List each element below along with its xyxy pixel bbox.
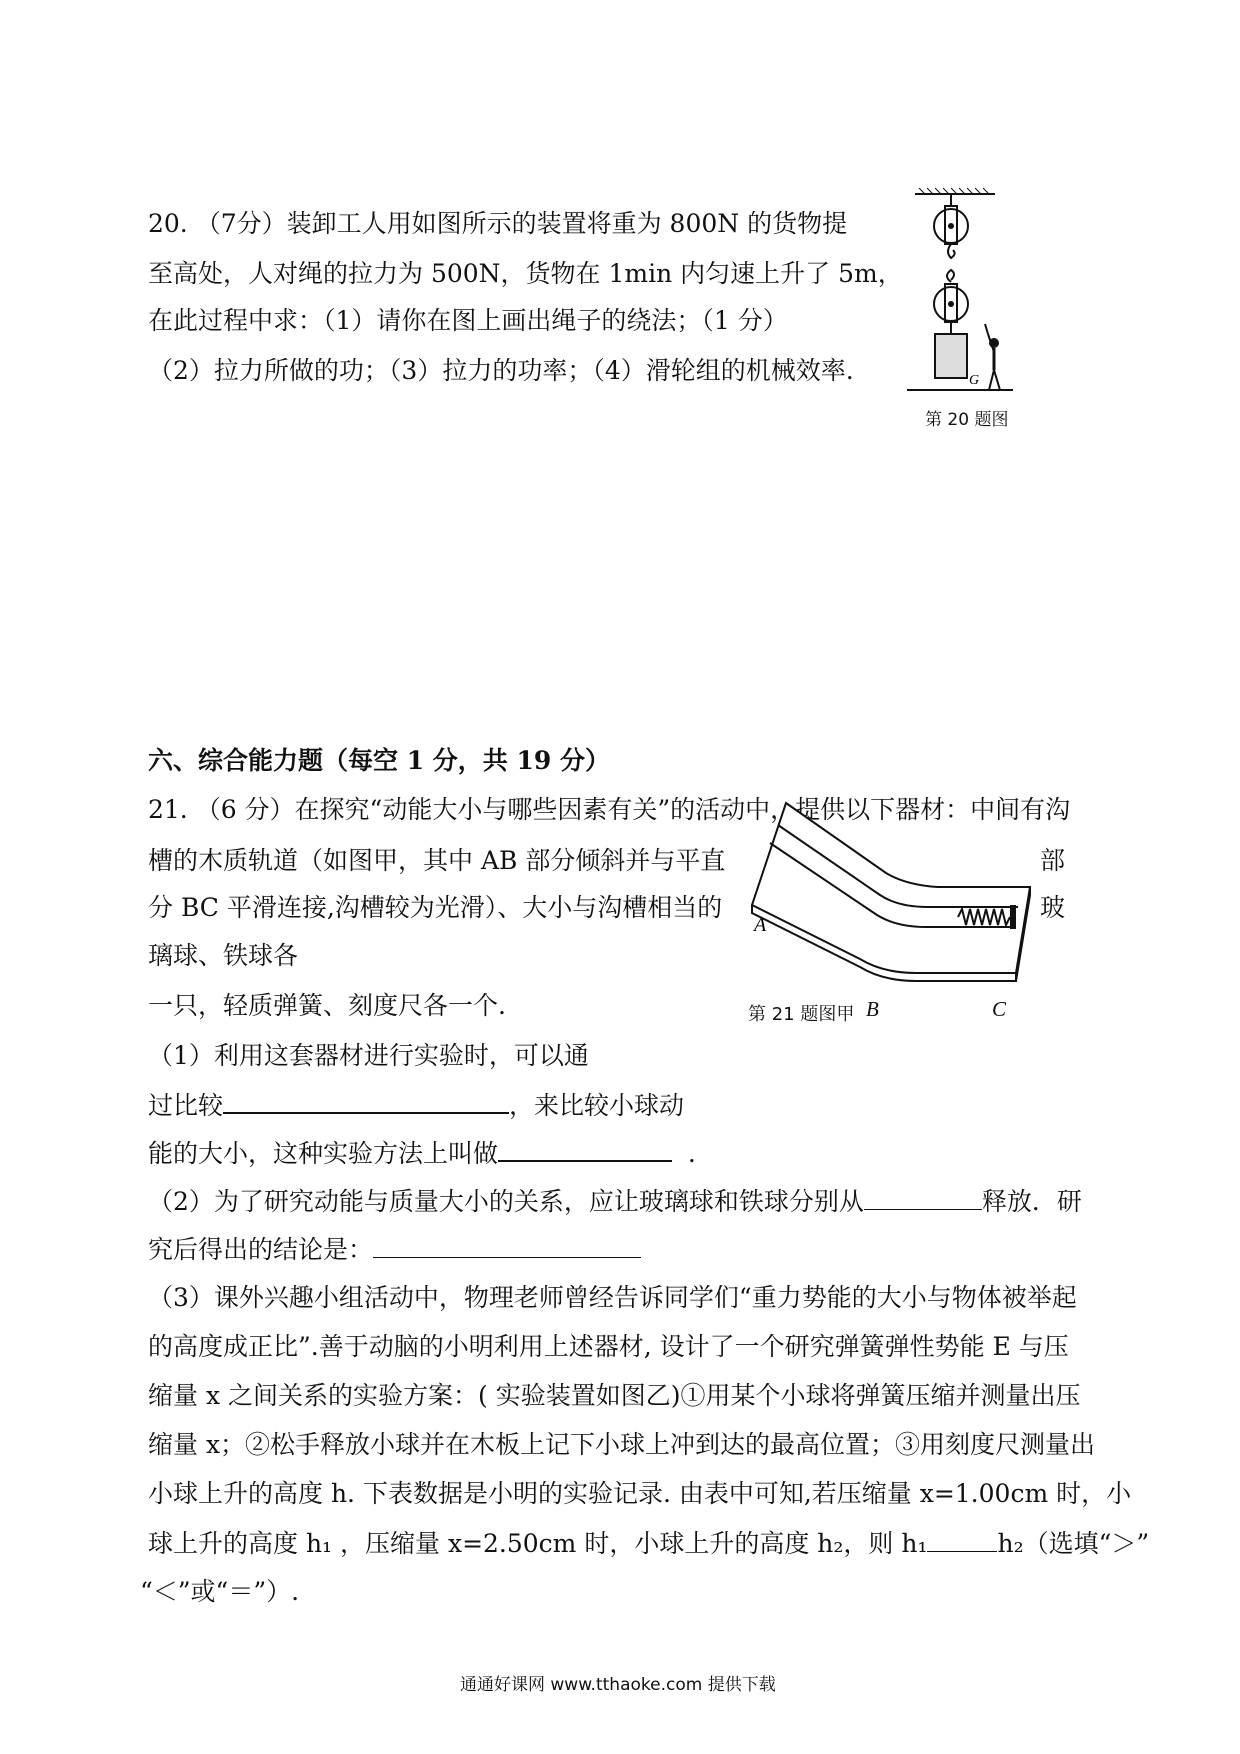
q21-blank-4[interactable] <box>373 1233 641 1258</box>
q21-line-1: 21. （6 分）在探究“动能大小与哪些因素有关”的活动中，提供以下器材：中间有沟 <box>148 795 1071 824</box>
q21-p3-line-3: 缩量 x 之间关系的实验方案：( 实验装置如图乙)①用某个小球将弹簧压缩并测量出压 <box>148 1381 1081 1410</box>
q21-p1-line-2-b: ，来比较小球动 <box>509 1091 685 1120</box>
q20-label-g: G <box>969 373 980 388</box>
q21-p3-line-7: “＜”或“＝”）. <box>140 1577 300 1606</box>
q21-blank-1[interactable] <box>223 1088 509 1114</box>
q21-blank-3[interactable] <box>864 1185 982 1210</box>
q21-blank-2[interactable] <box>498 1136 672 1162</box>
q21-p3-line-4: 缩量 x；②松手释放小球并在木板上记下小球上冲到达的最高位置；③用刻度尺测量出 <box>148 1430 1096 1459</box>
q21-line-2: 槽的木质轨道（如图甲，其中 AB 部分倾斜并与平直 <box>148 846 726 875</box>
q21-p3-line-6 <box>148 1527 1149 1560</box>
q20-line-1: 20. （7分）装卸工人用如图所示的装置将重为 800N 的货物提 <box>148 209 848 238</box>
q21-p2-line-2 <box>148 1233 641 1266</box>
q21-p2-line-1 <box>148 1185 1082 1218</box>
q21-label-c: C <box>992 997 1007 1021</box>
q21-figure-caption: 第 21 题图甲 <box>748 1004 855 1025</box>
section-6-title: 六、综合能力题（每空 1 分，共 19 分） <box>148 746 611 775</box>
q21-label-b: B <box>866 997 879 1021</box>
q21-p2-line-2-a: 究后得出的结论是： <box>148 1235 374 1264</box>
q21-line-2-right: 部 <box>1040 846 1066 875</box>
q21-line-4: 璃球、铁球各 <box>148 941 299 970</box>
q21-p3-line-1: （3）课外兴趣小组活动中，物理老师曾经告诉同学们“重力势能的大小与物体被举起 <box>148 1283 1077 1312</box>
q21-p1-line-2 <box>148 1088 684 1122</box>
q20-line-4: （2）拉力所做的功；（3）拉力的功率；（4）滑轮组的机械效率. <box>148 356 854 385</box>
q20-figure-caption: 第 20 题图 <box>925 410 1009 430</box>
q21-p3-line-6-b: h₂（选填“＞” <box>997 1529 1150 1558</box>
q21-p3-line-5: 小球上升的高度 h. 下表数据是小明的实验记录. 由表中可知,若压缩量 x=1.00cm 时，小 <box>148 1479 1132 1508</box>
q21-p1-line-3-b: . <box>687 1139 696 1168</box>
q21-track-figure <box>748 795 1038 995</box>
q21-blank-5[interactable] <box>927 1527 997 1552</box>
q21-p1-line-3-a: 能的大小，这种实验方法上叫做 <box>148 1139 499 1168</box>
q20-line-2: 至高处，人对绳的拉力为 500N，货物在 1min 内匀速上升了 5m， <box>148 259 903 288</box>
q21-p2-line-1-a: （2）为了研究动能与质量大小的关系，应让玻璃球和铁球分别从 <box>148 1187 864 1216</box>
q21-p2-line-1-b: 释放．研 <box>981 1187 1082 1216</box>
q21-p1-line-1: （1）利用这套器材进行实验时，可以通 <box>148 1041 589 1070</box>
page-footer: 通通好课网 www.tthaoke.com 提供下载 <box>460 1675 776 1695</box>
q21-p1-line-2-a: 过比较 <box>148 1091 224 1120</box>
q21-line-5: 一只，轻质弹簧、刻度尺各一个. <box>148 991 506 1020</box>
q20-pulley-figure <box>905 188 1015 400</box>
q21-p3-line-2: 的高度成正比”.善于动脑的小明利用上述器材, 设计了一个研究弹簧弹性势能 E 与压 <box>148 1332 1069 1361</box>
q21-p3-line-6-a: 球上升的高度 h₁ ，压缩量 x=2.50cm 时，小球上升的高度 h₂，则 h₁ <box>148 1529 928 1558</box>
q20-line-3: 在此过程中求：（1）请你在图上画出绳子的绕法；（1 分） <box>148 306 788 335</box>
q21-label-a: A <box>754 914 767 936</box>
q21-p1-line-3 <box>148 1136 696 1170</box>
q21-line-3-right: 玻 <box>1040 893 1066 922</box>
q21-line-3: 分 BC 平滑连接,沟槽较为光滑）、大小与沟槽相当的 <box>148 893 723 922</box>
